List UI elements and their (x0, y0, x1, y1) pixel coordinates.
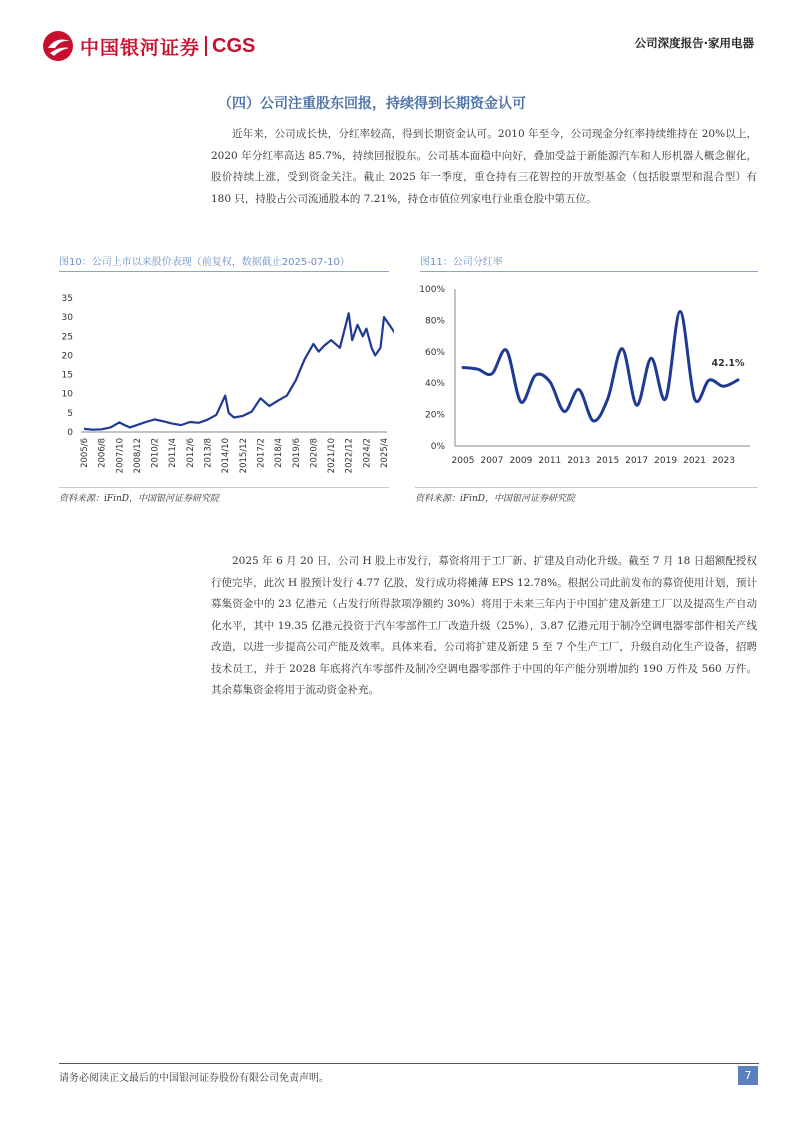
x-tick-label-5: 2011/4 (168, 438, 179, 468)
paragraph-2: 2025 年 6 月 20 日，公司 H 股上市发行，募资将用于工厂新、扩建及自动化升级。截至 7 月 18 日超额配授权行使完毕，此次 H 股预计发行 4.77 亿股，发行成功将摊薄 EPS 12.78%。根据公司此前发布的募资使用计划，预计募集资金中的 23 亿港元（占发行所得款项净额约 30%）将用于未来三年内于中国扩建及新建工厂以及提高生产自动化水平，其中 19.35 亿港元投资于汽车零部件工厂改造升级（25%），3.87 亿港元用于制冷空调电器零部件相关产线改造，以进一步提高公司产能及效率。具体来看，公司将扩建及新建 5 至 7 个生产工厂，升级自动化生产设备，招聘技术员工，并于 2028 年底将汽车零部件及制冷空调电器零部件于中国的年产能分别增加约 190 万件及 560 万件。其余募集资金将用于流动资金补充。 (211, 555, 757, 696)
x-tick-label-0: 2005/6 (80, 438, 90, 468)
x-tick-label-4: 2010/2 (150, 438, 161, 468)
y-tick-label-2: 10 (61, 389, 73, 400)
section-title: （四）公司注重股东回报，持续得到长期资金认可 (218, 96, 526, 112)
x-tick-label-16: 2024/2 (362, 438, 373, 468)
x-tick-label-2: 2007/10 (115, 438, 126, 474)
page-number: 7 (738, 1066, 758, 1085)
fig11-source: 资料来源：iFinD，中国银河证券研究院 (415, 487, 758, 504)
x-tick-label-15: 2022/12 (344, 438, 355, 474)
y-tick-label-0: 0 (67, 428, 73, 438)
footer-divider (59, 1063, 759, 1064)
x-tick-label-17: 2025/4 (380, 438, 390, 468)
report-type: 公司深度报告·家用电器 (634, 36, 754, 50)
x-tick-label-6: 2012/6 (185, 438, 196, 468)
x-tick-label-7: 2019 (654, 456, 678, 466)
x-tick-label-4: 2013 (567, 456, 591, 466)
y-tick-label-6: 30 (61, 313, 73, 324)
logo-mark-icon (40, 28, 76, 64)
y-tick-label-1: 20% (424, 410, 445, 421)
y-tick-label-3: 60% (424, 347, 445, 358)
y-tick-label-4: 80% (424, 316, 445, 327)
y-tick-label-7: 35 (61, 294, 73, 304)
x-tick-label-14: 2021/10 (327, 438, 338, 474)
dividend-ratio-chart (415, 280, 760, 485)
x-tick-label-13: 2020/8 (309, 438, 320, 468)
fig10-title: 图10：公司上市以来股价表现（前复权，数据截止2025-07-10） (59, 253, 389, 272)
annotation-label: 42.1% (711, 357, 745, 369)
price-series-line (84, 313, 394, 429)
logo-en-text: CGS (212, 34, 256, 57)
x-tick-label-10: 2017/2 (256, 438, 267, 468)
x-tick-label-5: 2015 (596, 456, 620, 466)
y-tick-label-5: 25 (61, 332, 73, 343)
y-tick-label-2: 40% (424, 379, 445, 390)
paragraph-1: 近年来，公司成长快，分红率较高，得到长期资金认可。2010 年至今，公司现金分红率持续维持在 20%以上，2020 年分红率高达 85.7%，持续回报股东。公司基本面稳中向好，叠加受益于新能源汽车和人形机器人概念催化，股价持续上涨，受到资金关注。截止 2025 年一季度，重仓持有三花智控的开放型基金（包括股票型和混合型）有 180 只，持股占公司流通股本的 7.21%，持仓市值位列家电行业重仓股中第五位。 (211, 128, 757, 205)
dividend-series-line (463, 312, 738, 422)
x-tick-label-1: 2007 (480, 456, 504, 466)
logo-cn-text: 中国银河证券 (80, 36, 201, 59)
x-tick-label-12: 2019/6 (291, 438, 302, 468)
fig11-title: 图11：公司分红率 (420, 253, 758, 272)
x-tick-label-1: 2006/8 (97, 438, 108, 468)
fig10-source: 资料来源：iFinD，中国银河证券研究院 (59, 487, 389, 504)
stock-price-chart (59, 280, 394, 485)
company-logo (40, 28, 255, 64)
x-tick-label-9: 2015/12 (238, 438, 249, 474)
x-tick-label-3: 2011 (538, 456, 562, 466)
x-tick-label-0: 2005 (451, 456, 475, 466)
y-tick-label-1: 5 (67, 408, 73, 419)
y-tick-label-4: 20 (61, 351, 73, 362)
logo-separator (205, 36, 207, 56)
y-tick-label-3: 15 (61, 370, 73, 381)
y-tick-label-5: 100% (419, 285, 445, 295)
footer-disclaimer: 请务必阅读正文最后的中国银河证券股份有限公司免责声明。 (59, 1073, 329, 1084)
x-tick-label-6: 2017 (625, 456, 649, 466)
y-tick-label-0: 0% (430, 442, 445, 452)
x-tick-label-7: 2013/8 (203, 438, 214, 468)
x-tick-label-11: 2018/4 (274, 438, 285, 468)
x-tick-label-8: 2021 (683, 456, 707, 466)
x-tick-label-2: 2009 (509, 456, 533, 466)
x-tick-label-8: 2014/10 (221, 438, 232, 474)
x-tick-label-3: 2008/12 (132, 438, 143, 474)
x-tick-label-9: 2023 (712, 456, 735, 466)
